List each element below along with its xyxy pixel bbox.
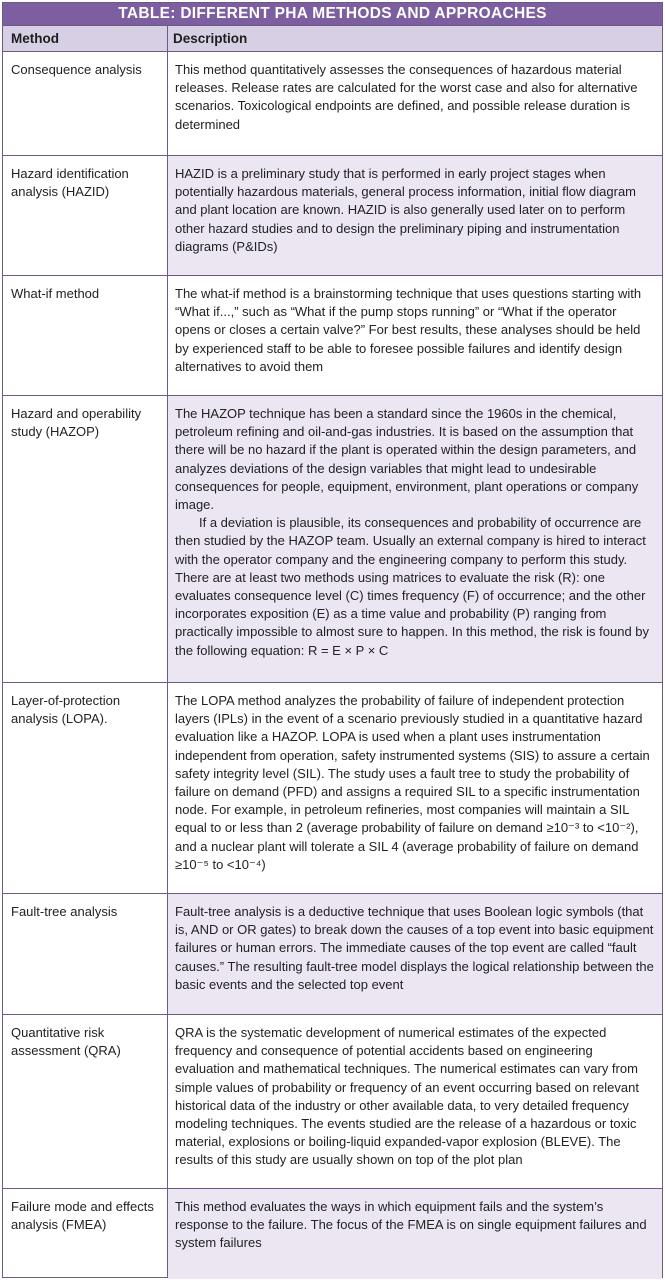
description-cell: [168, 52, 662, 155]
method-cell: Layer-of-protection analysis (LOPA).: [11, 693, 121, 726]
method-cell: What-if method: [11, 286, 100, 301]
method-cell: Quantitative risk assessment (QRA): [11, 1025, 121, 1058]
table-row: [3, 894, 662, 1015]
method-cell: Hazard and operability study (HAZOP): [11, 406, 142, 439]
description-cell: [168, 683, 662, 893]
description-paragraph: QRA is the systematic development of numerical estimates of the expected frequency and consequence of potential accidents based on engineering evaluation and mathematical techniques. The numerical estimates can vary from simple values of probability or frequency of an event occurring based on relevant historical data of the industry or other available data, to very detailed frequency modeling techniques. The events studied are the release of a hazardous or toxic material, explosions or boiling-liquid expanded-vapor explosion (BLEVE). The results of this study are usually shown on top of the plot plan: [175, 1025, 639, 1168]
table-row: [3, 52, 662, 156]
description-paragraph: This method evaluates the ways in which equipment fails and the system’s response to the failure. The focus of the FMEA is on single equipment failures and system failures: [175, 1199, 647, 1251]
table-row: [3, 1189, 662, 1279]
description-cell: [168, 1189, 662, 1279]
description-cell: [168, 1015, 662, 1188]
table-row: [3, 276, 662, 396]
description-paragraph: HAZID is a preliminary study that is performed in early project stages when potentially hazardous materials, general process information, initial flow diagram and plant location are known. HAZID is also generally used later on to perform other hazard studies and to design the preliminary piping and instrumentation diagrams (P&IDs): [175, 166, 637, 254]
table-row: [3, 396, 662, 683]
description-paragraph: The LOPA method analyzes the probability of failure of independent protection layers (IPLs) in the event of a scenario previously studied in a quantitative hazard evaluation like a HAZOP. LOPA is used when a plant uses instrumentation independent from operation, safety instrumented systems (SIS) to assure a certain safety integrity level (SIL). The study uses a fault tree to study the probability of failure on demand (PFD) and assigns a required SIL to a specific instrumentation node. For example, in petroleum refineries, most companies will maintain a SIL equal to or less than 2 (average probability of failure on demand ≥10⁻³ to <10⁻²), and a nuclear plant will tolerate a SIL 4 (average probability of failure on demand ≥10⁻⁵ to <10⁻⁴): [175, 693, 650, 872]
table-title: TABLE: DIFFERENT PHA METHODS AND APPROACHES: [3, 3, 662, 25]
table-header-row: [3, 25, 662, 52]
description-cell: [168, 156, 662, 275]
description-cell: [168, 396, 662, 682]
description-paragraph: If a deviation is plausible, its consequences and probability of occurrence are then studied by the HAZOP team. Usually an external company is hired to interact with the operator company and the engineering company to perform this study. There are at least two methods using matrices to evaluate the risk (R): one evaluates consequence level (C) times frequency (F) of occurrence; and the other incorporates exposition (E) as a time value and probability (P) ranging from practically impossible to almost sure to happen. In this method, the risk is found by the following equation: R = E × P × C: [175, 515, 650, 658]
table-row: [3, 156, 662, 276]
method-cell: Failure mode and effects analysis (FMEA): [11, 1199, 154, 1232]
description-column-header: Description: [173, 31, 248, 46]
description-paragraph: Fault-tree analysis is a deductive technique that uses Boolean logic symbols (that is, AND or OR gates) to break down the causes of a top event into basic equipment failures or human errors. The immediate causes of the top event are called “fault causes.” The resulting fault-tree model displays the logical relationship between the basic events and the selected top event: [175, 904, 654, 992]
description-cell: [168, 276, 662, 395]
method-column-header: Method: [11, 31, 59, 46]
description-cell: [168, 894, 662, 1014]
description-paragraph: The what-if method is a brainstorming technique that uses questions starting with “What if...,” such as “What if the pump stops running” or “What if the operator opens or closes a certain valve?” For best results, these analyses should be held by experienced staff to be able to foresee possible failures and identify design alternatives to avoid them: [175, 286, 642, 374]
method-cell: Fault-tree analysis: [11, 904, 118, 919]
method-cell: Hazard identification analysis (HAZID): [11, 166, 129, 199]
description-paragraph: The HAZOP technique has been a standard since the 1960s in the chemical, petroleum refining and oil-and-gas industries. It is based on the assumption that there will be no hazard if the plant is operated within the design parameters, and analyzes deviations of the design variables that might lead to undesirable consequences for people, equipment, environment, plant operations or company image.: [175, 406, 639, 513]
column-divider: [167, 25, 168, 1277]
method-cell: Consequence analysis: [11, 62, 142, 77]
description-paragraph: This method quantitatively assesses the consequences of hazardous material releases. Release rates are calculated for the worst case and also for alternative scenarios. Toxicological endpoints are defined, and possible release duration is determined: [175, 62, 638, 132]
pha-methods-table: [2, 2, 663, 1278]
table-row: [3, 683, 662, 894]
table-row: [3, 1015, 662, 1189]
